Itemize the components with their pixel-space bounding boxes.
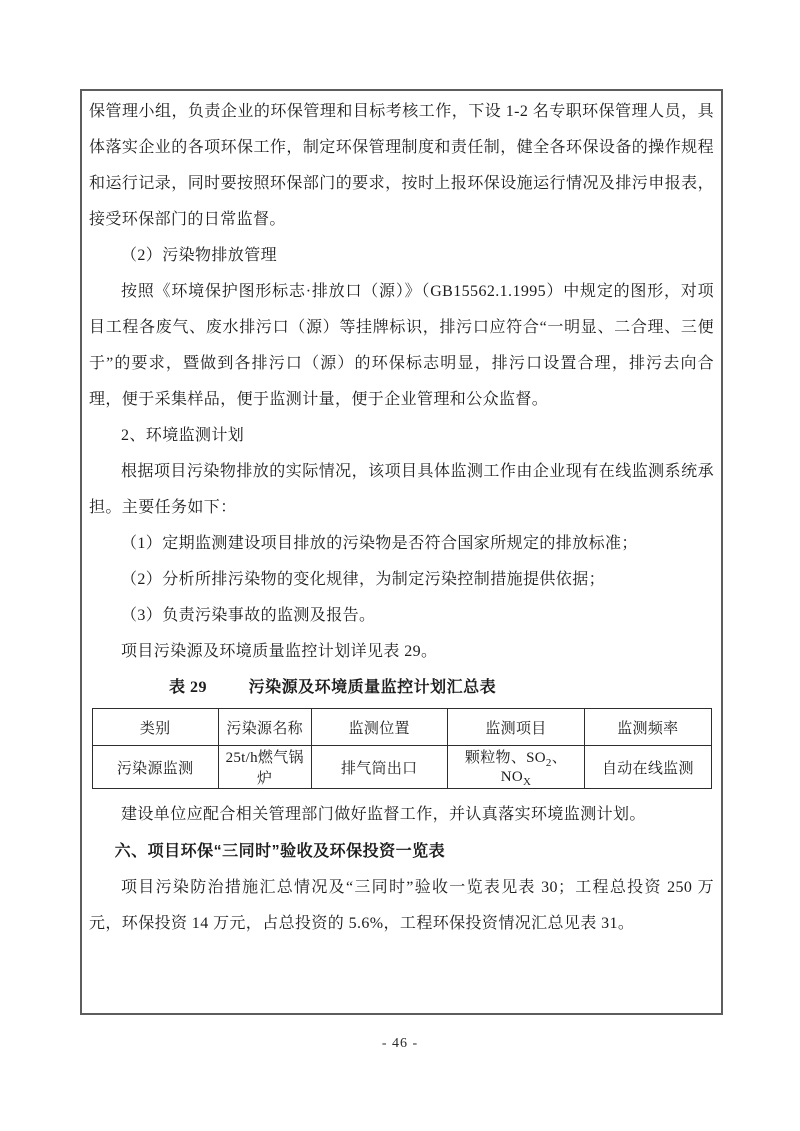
table-29-caption-label: 表 29 [169,679,208,696]
paragraph-discharge-outlet-signage: 按照《环境保护图形标志·排放口（源）》（GB15562.1.1995）中规定的图形，对项目工程各废气、废水排污口（源）等挂牌标识，排污口应符合“一明显、二合理、三便于”的要求，暨做到各排污口（源）的环保标志明显，排污口设置合理，排污去向合理，便于采集样品，便于监测计量，便于企业管理和公众监督。 [89,283,714,408]
monitoring-plan-table [92,708,712,789]
table-row [92,746,711,789]
table-header-row [92,709,711,746]
header-monitor-position: 监测位置 [311,709,447,746]
section-heading-six: 六、项目环保“三同时”验收及环保投资一览表 [114,843,446,860]
cell-monitor-position: 排气筒出口 [311,746,447,789]
paragraph-task-2: （2）分析所排污染物的变化规律，为制定污染控制措施提供依据； [121,571,606,588]
header-monitor-items: 监测项目 [447,709,584,746]
paragraph-see-table-29: 项目污染源及环境质量监控计划详见表 29。 [121,643,438,660]
cell-source-name: 25t/h燃气锅炉 [218,746,311,789]
cell-category: 污染源监测 [92,746,218,789]
table-29-caption [169,672,714,704]
header-monitor-frequency: 监测频率 [585,709,711,746]
paragraph-env-management-continuation: 保管理小组，负责企业的环保管理和目标考核工作，下设 1-2 名专职环保管理人员，具体落实企业的各项环保工作，制定环保管理制度和责任制，健全各环保设备的操作规程和运行记录，同时要按照环保部门的要求，按时上报环保设施运行情况及排污申报表，接受环保部门的日常监督。 [89,103,714,228]
paragraph-task-3: （3）负责污染事故的监测及报告。 [121,607,376,624]
paragraph-env-monitoring-plan-title: 2、环境监测计划 [121,427,245,444]
header-source-name: 污染源名称 [218,709,311,746]
cell-monitor-frequency: 自动在线监测 [585,746,711,789]
paragraph-investment-summary: 项目污染防治措施汇总情况及“三同时”验收一览表见表 30；工程总投资 250 万元，环保投资 14 万元，占总投资的 5.6%，工程环保投资情况汇总见表 31。 [89,879,714,932]
page-number: - 46 - [381,1036,419,1051]
paragraph-monitoring-tasks-intro: 根据项目污染物排放的实际情况，该项目具体监测工作由企业现有在线监测系统承担。主要任务如下： [89,463,714,516]
table-29-caption-title: 污染源及环境质量监控计划汇总表 [248,679,497,696]
document-border-frame [80,89,723,1015]
header-category: 类别 [92,709,218,746]
paragraph-task-1: （1）定期监测建设项目排放的污染物是否符合国家所规定的排放标准； [121,535,638,552]
paragraph-pollutant-discharge-management-title: （2）污染物排放管理 [121,247,278,264]
paragraph-supervision-cooperation: 建设单位应配合相关管理部门做好监督工作，并认真落实环境监测计划。 [121,806,646,823]
cell-monitor-items: 颗粒物、$SO_2$、$NO_X$ [447,746,584,789]
